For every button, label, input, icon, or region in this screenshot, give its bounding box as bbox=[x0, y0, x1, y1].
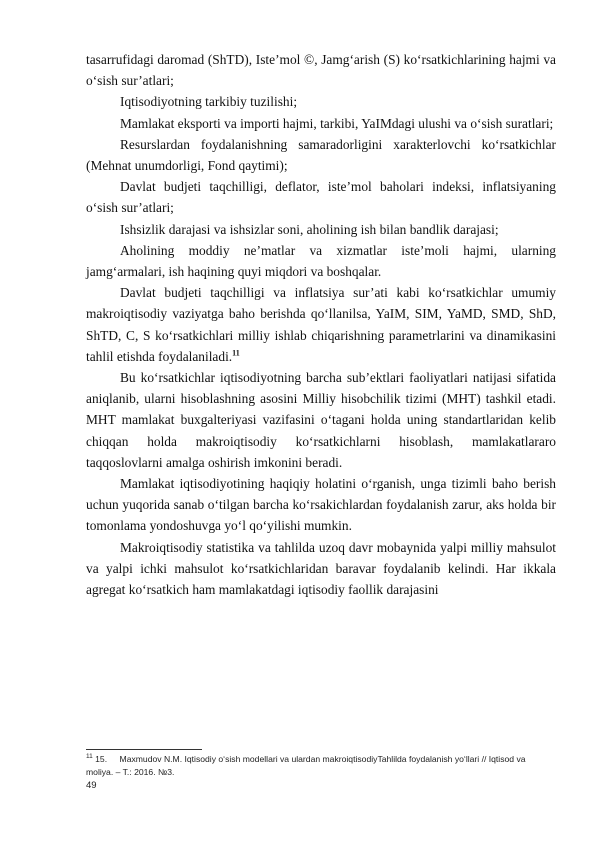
footnote-text: Maxmudov N.M. Iqtisodiy o‘sish modellari va ulardan makroiqtisodiyTahlilda foydalanish yo‘llari // Iqtisod va moliya. – T.: 2016. №3. bbox=[86, 754, 526, 777]
paragraph-1: tasarrufidagi daromad (ShTD), Iste’mol ©, Jamg‘arish (S) ko‘rsatkichlarining hajmi va o‘sish sur’atlari; bbox=[86, 52, 556, 89]
paragraph-11: Makroiqtisodiy statistika va tahlilda uzoq davr mobaynida yalpi milliy mahsulot va yalpi ichki mahsulot ko‘rsatkichlaridan baravar foydalanib kelindi. Har ikkala agregat ko‘rsatkich ham mamlakatdagi iqtisodiy faollik darajasini bbox=[86, 539, 556, 598]
paragraph-9: Bu ko‘rsatkichlar iqtisodiyotning barcha sub’ektlari faoliyatlari natijasi sifatida aniqlanib, ularni hisoblashning asosini Milliy hisobchilik tizimi (MHT) tashkil etadi. MHT mamlakat buxgalteriyasi vazifasini o‘tagani holda uning standartlaridan kelib chiqqan holda makroiqtisodiy ko‘rsatkichlarni hisoblash, mamlakatlararo taqqoslovlarni amalga oshirish imkonini beradi. bbox=[86, 370, 556, 470]
page-number: 49 bbox=[86, 780, 97, 791]
paragraph-8-text: Davlat budjeti taqchilligi va inflatsiya sur’ati kabi ko‘rsatkichlar umumiy makroiqtisodiy vaziyatga baho berishda qo‘llanilsa, YaIM, SIM, YaMD, SMD, ShD, ShTD, C, S ko‘rsatkichlari milliy ishlab chiqarishning parametrlarini va dinamikasini tahlil etishda foydalaniladi. bbox=[86, 285, 556, 364]
footnote bbox=[86, 753, 546, 779]
paragraph-5: Davlat budjeti taqchilligi, deflator, iste’mol baholari indeksi, inflatsiyaning o‘sish sur’atlari; bbox=[86, 179, 556, 216]
paragraph-4: Resurslardan foydalanishning samaradorligini xarakterlovchi ko‘rsatkichlar (Mehnat unumdorligi, Fond qaytimi); bbox=[86, 136, 556, 174]
paragraph-3: Mamlakat eksporti va importi hajmi, tarkibi, YaIMdagi ulushi va o‘sish suratlari; bbox=[120, 115, 554, 131]
footnote-separator bbox=[86, 749, 202, 750]
paragraph-8 bbox=[86, 282, 556, 367]
footnote-reference[interactable]: 11 bbox=[232, 348, 240, 358]
paragraph-6: Ishsizlik darajasi va ishsizlar soni, aholining ish bilan bandlik darajasi; bbox=[120, 221, 499, 237]
footnote-number: 11 bbox=[86, 753, 93, 761]
paragraph-10: Mamlakat iqtisodiyotining haqiqiy holatini o‘rganish, unga tizimli baho berish uchun yuqorida sanab o‘tilgan barcha ko‘rsakichlardan foydalanish zarur, aks holda bir tomonlama yondoshuvga yo‘l qo‘yilishi mumkin. bbox=[86, 476, 556, 534]
paragraph-2: Iqtisodiyotning tarkibiy tuzilishi; bbox=[120, 94, 298, 110]
footnote-label: 15. bbox=[95, 754, 108, 764]
paragraph-7: Aholining moddiy ne’matlar va xizmatlar iste’moli hajmi, ularning jamg‘armalari, ish haqining quyi miqdori va boshqalar. bbox=[86, 242, 556, 280]
body-text bbox=[86, 49, 556, 600]
